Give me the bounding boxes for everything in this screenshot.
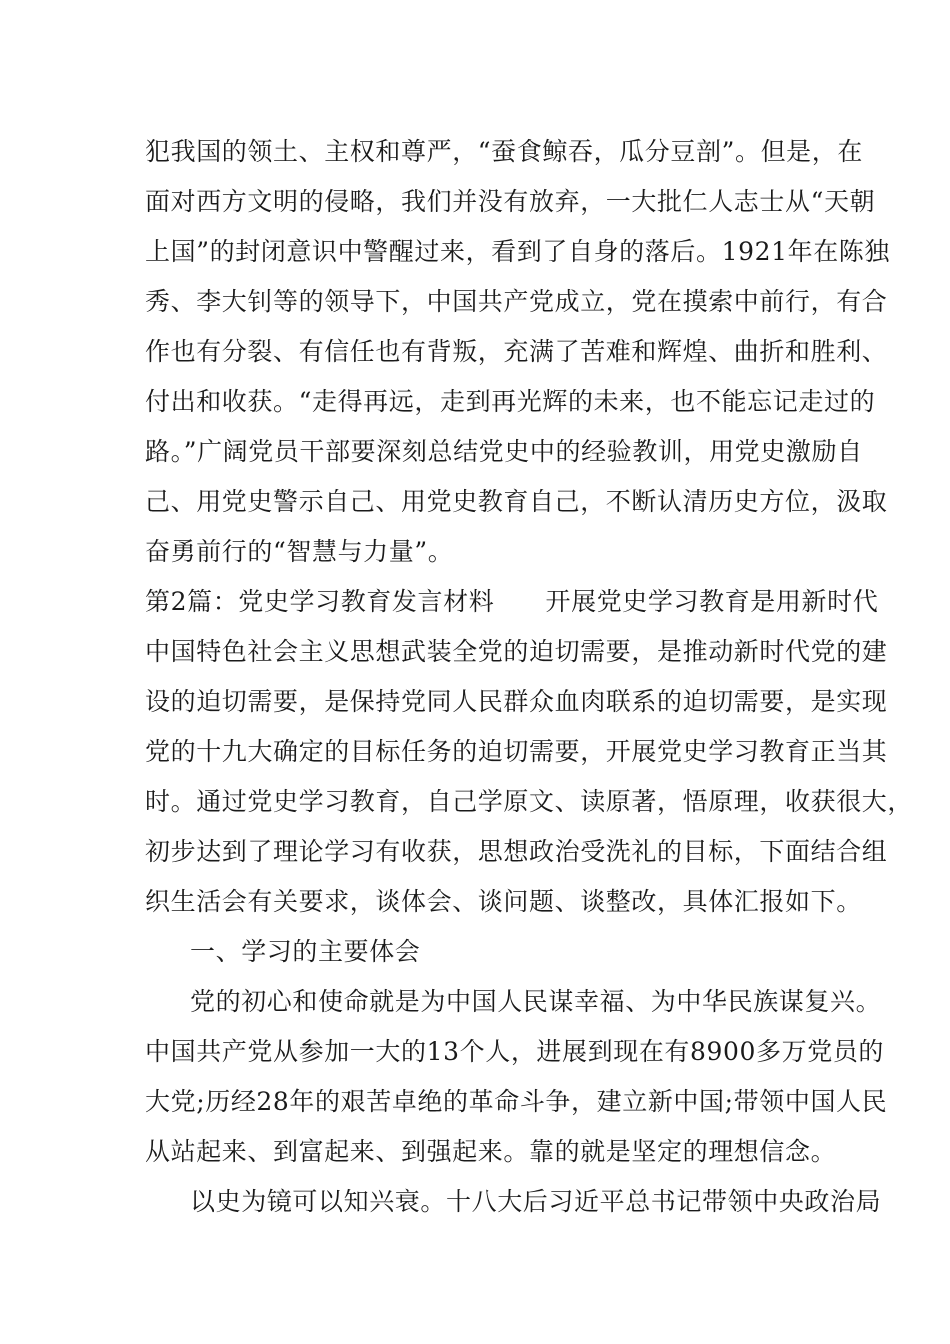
text-line: 中国共产党从参加一大的13个人，进展到现在有8900多万党员的 (145, 1037, 885, 1066)
text-line: 奋勇前行的“智慧与力量”。 (145, 537, 454, 566)
text-line: 设的迫切需要，是保持党同人民群众血肉联系的迫切需要，是实现 (145, 687, 888, 716)
text-line: 织生活会有关要求，谈体会、谈问题、谈整改，具体汇报如下。 (145, 887, 862, 916)
text-line: 犯我国的领土、主权和尊严，“蚕食鲸吞，瓜分豆剖”。但是，在 (145, 137, 863, 166)
text-line: 上国”的封闭意识中警醒过来，看到了自身的落后。1921年在陈独 (145, 237, 891, 266)
text-line: 大党;历经28年的艰苦卓绝的革命斗争，建立新中国;带领中国人民 (145, 1087, 888, 1116)
text-line: 中国特色社会主义思想武装全党的迫切需要，是推动新时代党的建 (145, 637, 888, 666)
subheading: 一、学习的主要体会 (190, 937, 421, 966)
text-line: 初步达到了理论学习有收获，思想政治受洗礼的目标，下面结合组 (145, 837, 888, 866)
text-line: 时。通过党史学习教育，自己学原文、读原著，悟原理，收获很大， (145, 787, 914, 816)
text-line: 以史为镜可以知兴衰。十八大后习近平总书记带领中央政治局 (190, 1187, 882, 1216)
text-line: 党的十九大确定的目标任务的迫切需要，开展党史学习教育正当其 (145, 737, 888, 766)
text-line: 己、用党史警示自己、用党史教育自己，不断认清历史方位，汲取 (145, 487, 888, 516)
text-line: 秀、李大钊等的领导下，中国共产党成立，党在摸索中前行，有合 (145, 287, 888, 316)
section-heading-line: 第2篇：党史学习教育发言材料 开展党史学习教育是用新时代 (145, 587, 879, 616)
text-line: 路。”广阔党员干部要深刻总结党史中的经验教训，用党史激励自 (145, 437, 863, 466)
text-line: 面对西方文明的侵略，我们并没有放弃，一大批仁人志士从“天朝 (145, 187, 876, 216)
text-line: 付出和收获。“走得再远，走到再光辉的未来，也不能忘记走过的 (145, 387, 876, 416)
text-line: 作也有分裂、有信任也有背叛，充满了苦难和辉煌、曲折和胜利、 (145, 337, 888, 366)
text-line: 党的初心和使命就是为中国人民谋幸福、为中华民族谋复兴。 (190, 987, 882, 1016)
text-line: 从站起来、到富起来、到强起来。靠的就是坚定的理想信念。 (145, 1137, 837, 1166)
